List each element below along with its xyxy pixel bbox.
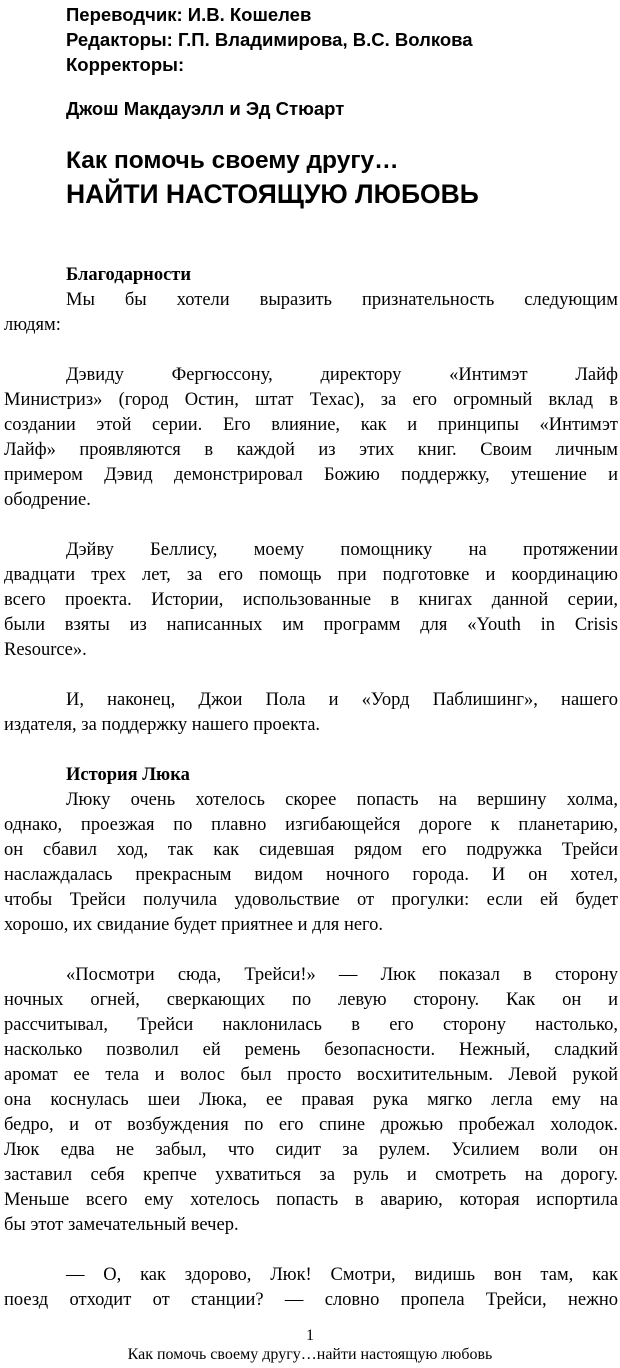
ack-paragraph-3 bbox=[4, 538, 618, 663]
text-line: — О, как здорово, Люк! Смотри, видишь вон там, как bbox=[66, 1265, 618, 1285]
text-line: создании этой серии. Его влияние, как и принципы «Интимэт bbox=[4, 415, 618, 435]
text-line: Resource». bbox=[4, 640, 87, 660]
text-line: издателя, за поддержку нашего проекта. bbox=[4, 715, 321, 735]
text-line: Люк едва не забыл, что сидит за рулем. Усилием воли он bbox=[4, 1140, 618, 1160]
text-line: Дэйву Беллису, моему помощнику на протяжении bbox=[66, 540, 618, 560]
text-line: однако, проезжая по плавно изгибающейся дороге к планетарию, bbox=[4, 815, 618, 835]
story-paragraph-1 bbox=[4, 788, 618, 938]
ack-paragraph-2 bbox=[4, 363, 618, 513]
text-line: примером Дэвид демонстрировал Божию поддержку, утешение и bbox=[4, 465, 618, 485]
text-line: Министриз» (город Остин, штат Техас), за его огромный вклад в bbox=[4, 390, 618, 410]
text-line: Дэвиду Фергюссону, директору «Интимэт Лайф bbox=[66, 365, 618, 385]
text-line: насколько позволил ей ремень безопасности. Нежный, сладкий bbox=[4, 1040, 618, 1060]
text-line: Лайф» проявляются в каждой из этих книг. Своим личным bbox=[4, 440, 618, 460]
text-line: были взяты из написанных им программ для «Youth in Crisis bbox=[4, 615, 618, 635]
text-line: она коснулась шеи Люка, ее правая рука мягко легла ему на bbox=[4, 1090, 618, 1110]
text-line: всего проекта. Истории, использованные в книгах данной серии, bbox=[4, 590, 618, 610]
text-line: он сбавил ход, так как сидевшая рядом его подружка Трейси bbox=[4, 840, 618, 860]
story-paragraph-2 bbox=[4, 963, 618, 1238]
text-line: ночных огней, сверкающих по левую сторону. Как он и bbox=[4, 990, 618, 1010]
text-line: И, наконец, Джои Пола и «Уорд Паблишинг», нашего bbox=[66, 690, 618, 710]
text-line: Люку очень хотелось скорее попасть на вершину холма, bbox=[66, 790, 618, 810]
text-line: людям: bbox=[4, 315, 61, 335]
credits-block bbox=[66, 2, 473, 77]
text-line: поезд отходит от станции? — словно пропела Трейси, нежно bbox=[4, 1290, 618, 1310]
translator-credit: Переводчик: И.В. Кошелев bbox=[66, 4, 312, 25]
proofreaders-credit: Корректоры: bbox=[66, 54, 185, 75]
text-line: бы этот замечательный вечер. bbox=[4, 1215, 239, 1235]
text-line: «Посмотри сюда, Трейси!» — Люк показал в сторону bbox=[66, 965, 618, 985]
text-line: заставил себя крепче ухватиться за руль и смотреть на дорогу. bbox=[4, 1165, 618, 1185]
text-line: рассчитывал, Трейси наклонилась в его сторону настолько, bbox=[4, 1015, 618, 1035]
text-line: аромат ее тела и волос был просто восхитительным. Левой рукой bbox=[4, 1065, 618, 1085]
text-line: ободрение. bbox=[4, 490, 91, 510]
text-line: Меньше всего ему хотелось попасть в аварию, которая испортила bbox=[4, 1190, 618, 1210]
text-line: чтобы Трейси получила удовольствие от прогулки: если ей будет bbox=[4, 890, 618, 910]
text-line: бедро, и от возбуждения по его спине дрожью пробежал холодок. bbox=[4, 1115, 618, 1135]
book-title-line-2: НАЙТИ НАСТОЯЩУЮ ЛЮБОВЬ bbox=[66, 179, 479, 209]
text-line: двадцати трех лет, за его помощь при подготовке и координацию bbox=[4, 565, 618, 585]
ack-paragraph-4 bbox=[4, 688, 618, 738]
story-paragraph-3 bbox=[4, 1263, 618, 1313]
book-title-line-1: Как помочь своему другу… bbox=[66, 147, 399, 174]
body-text bbox=[4, 263, 618, 1313]
text-line: хорошо, их свидание будет приятнее и для него. bbox=[4, 915, 384, 935]
page-number: 1 bbox=[306, 1327, 314, 1344]
text-line: Мы бы хотели выразить признательность следующим bbox=[66, 290, 618, 310]
ack-paragraph-1 bbox=[4, 288, 618, 338]
text-line: наслаждалась прекрасным видом ночного города. И он хотел, bbox=[4, 865, 618, 885]
authors-line: Джош Макдауэлл и Эд Стюарт bbox=[66, 98, 345, 119]
story-heading: История Люка bbox=[66, 765, 190, 785]
running-footer: Как помочь своему другу…найти настоящую любовь bbox=[127, 1346, 493, 1363]
acknowledgements-heading: Благодарности bbox=[66, 265, 192, 285]
editors-credit: Редакторы: Г.П. Владимирова, В.С. Волкова bbox=[66, 29, 473, 50]
